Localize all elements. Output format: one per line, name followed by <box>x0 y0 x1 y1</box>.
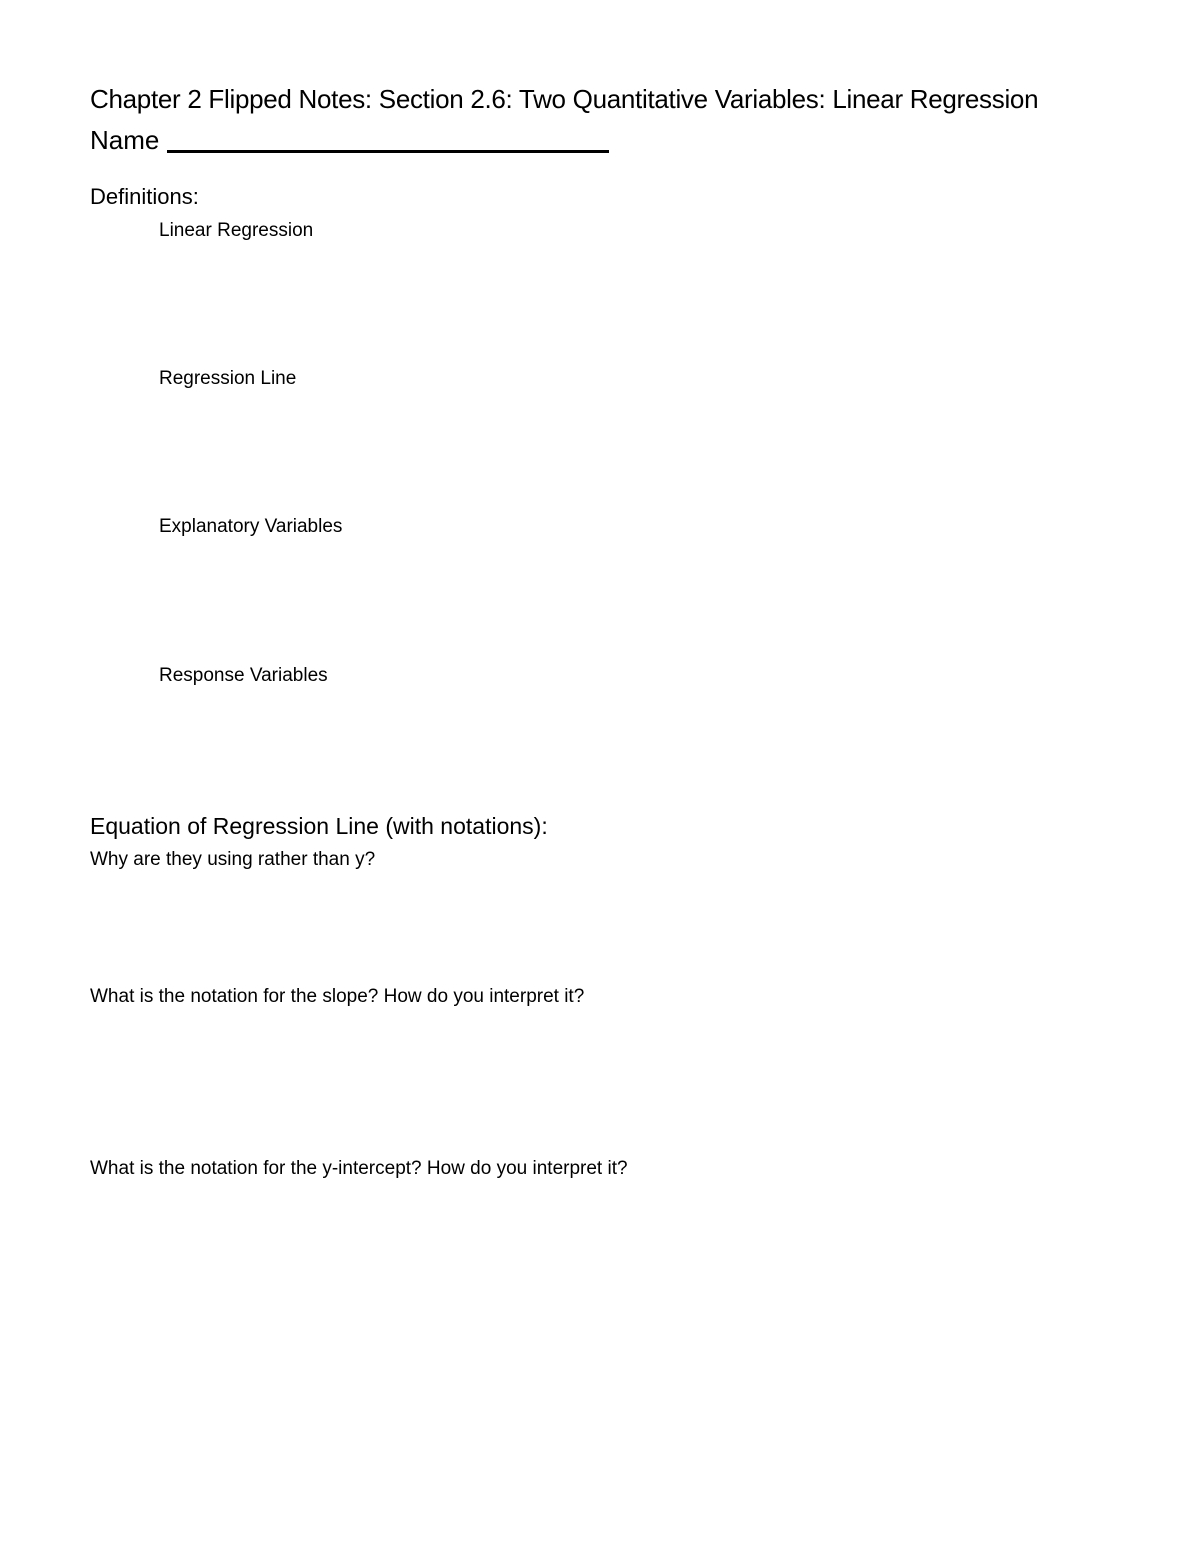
equation-heading: Equation of Regression Line (with notations): <box>90 813 548 839</box>
question-y-intercept: What is the notation for the y-intercept? How do you interpret it? <box>90 1158 628 1179</box>
definition-term-explanatory-variables: Explanatory Variables <box>159 516 343 537</box>
worksheet-title: Chapter 2 Flipped Notes: Section 2.6: Two Quantitative Variables: Linear Regression <box>90 84 1039 114</box>
definition-term-response-variables: Response Variables <box>159 665 328 686</box>
definition-term-regression-line: Regression Line <box>159 368 297 389</box>
name-blank-line <box>167 124 609 153</box>
name-label: Name <box>90 125 160 155</box>
question-y-hat: Why are they using rather than y? <box>90 849 376 870</box>
name-field <box>90 124 609 153</box>
question-slope: What is the notation for the slope? How do you interpret it? <box>90 986 585 1007</box>
definitions-heading: Definitions: <box>90 184 199 209</box>
definition-term-linear-regression: Linear Regression <box>159 220 314 241</box>
